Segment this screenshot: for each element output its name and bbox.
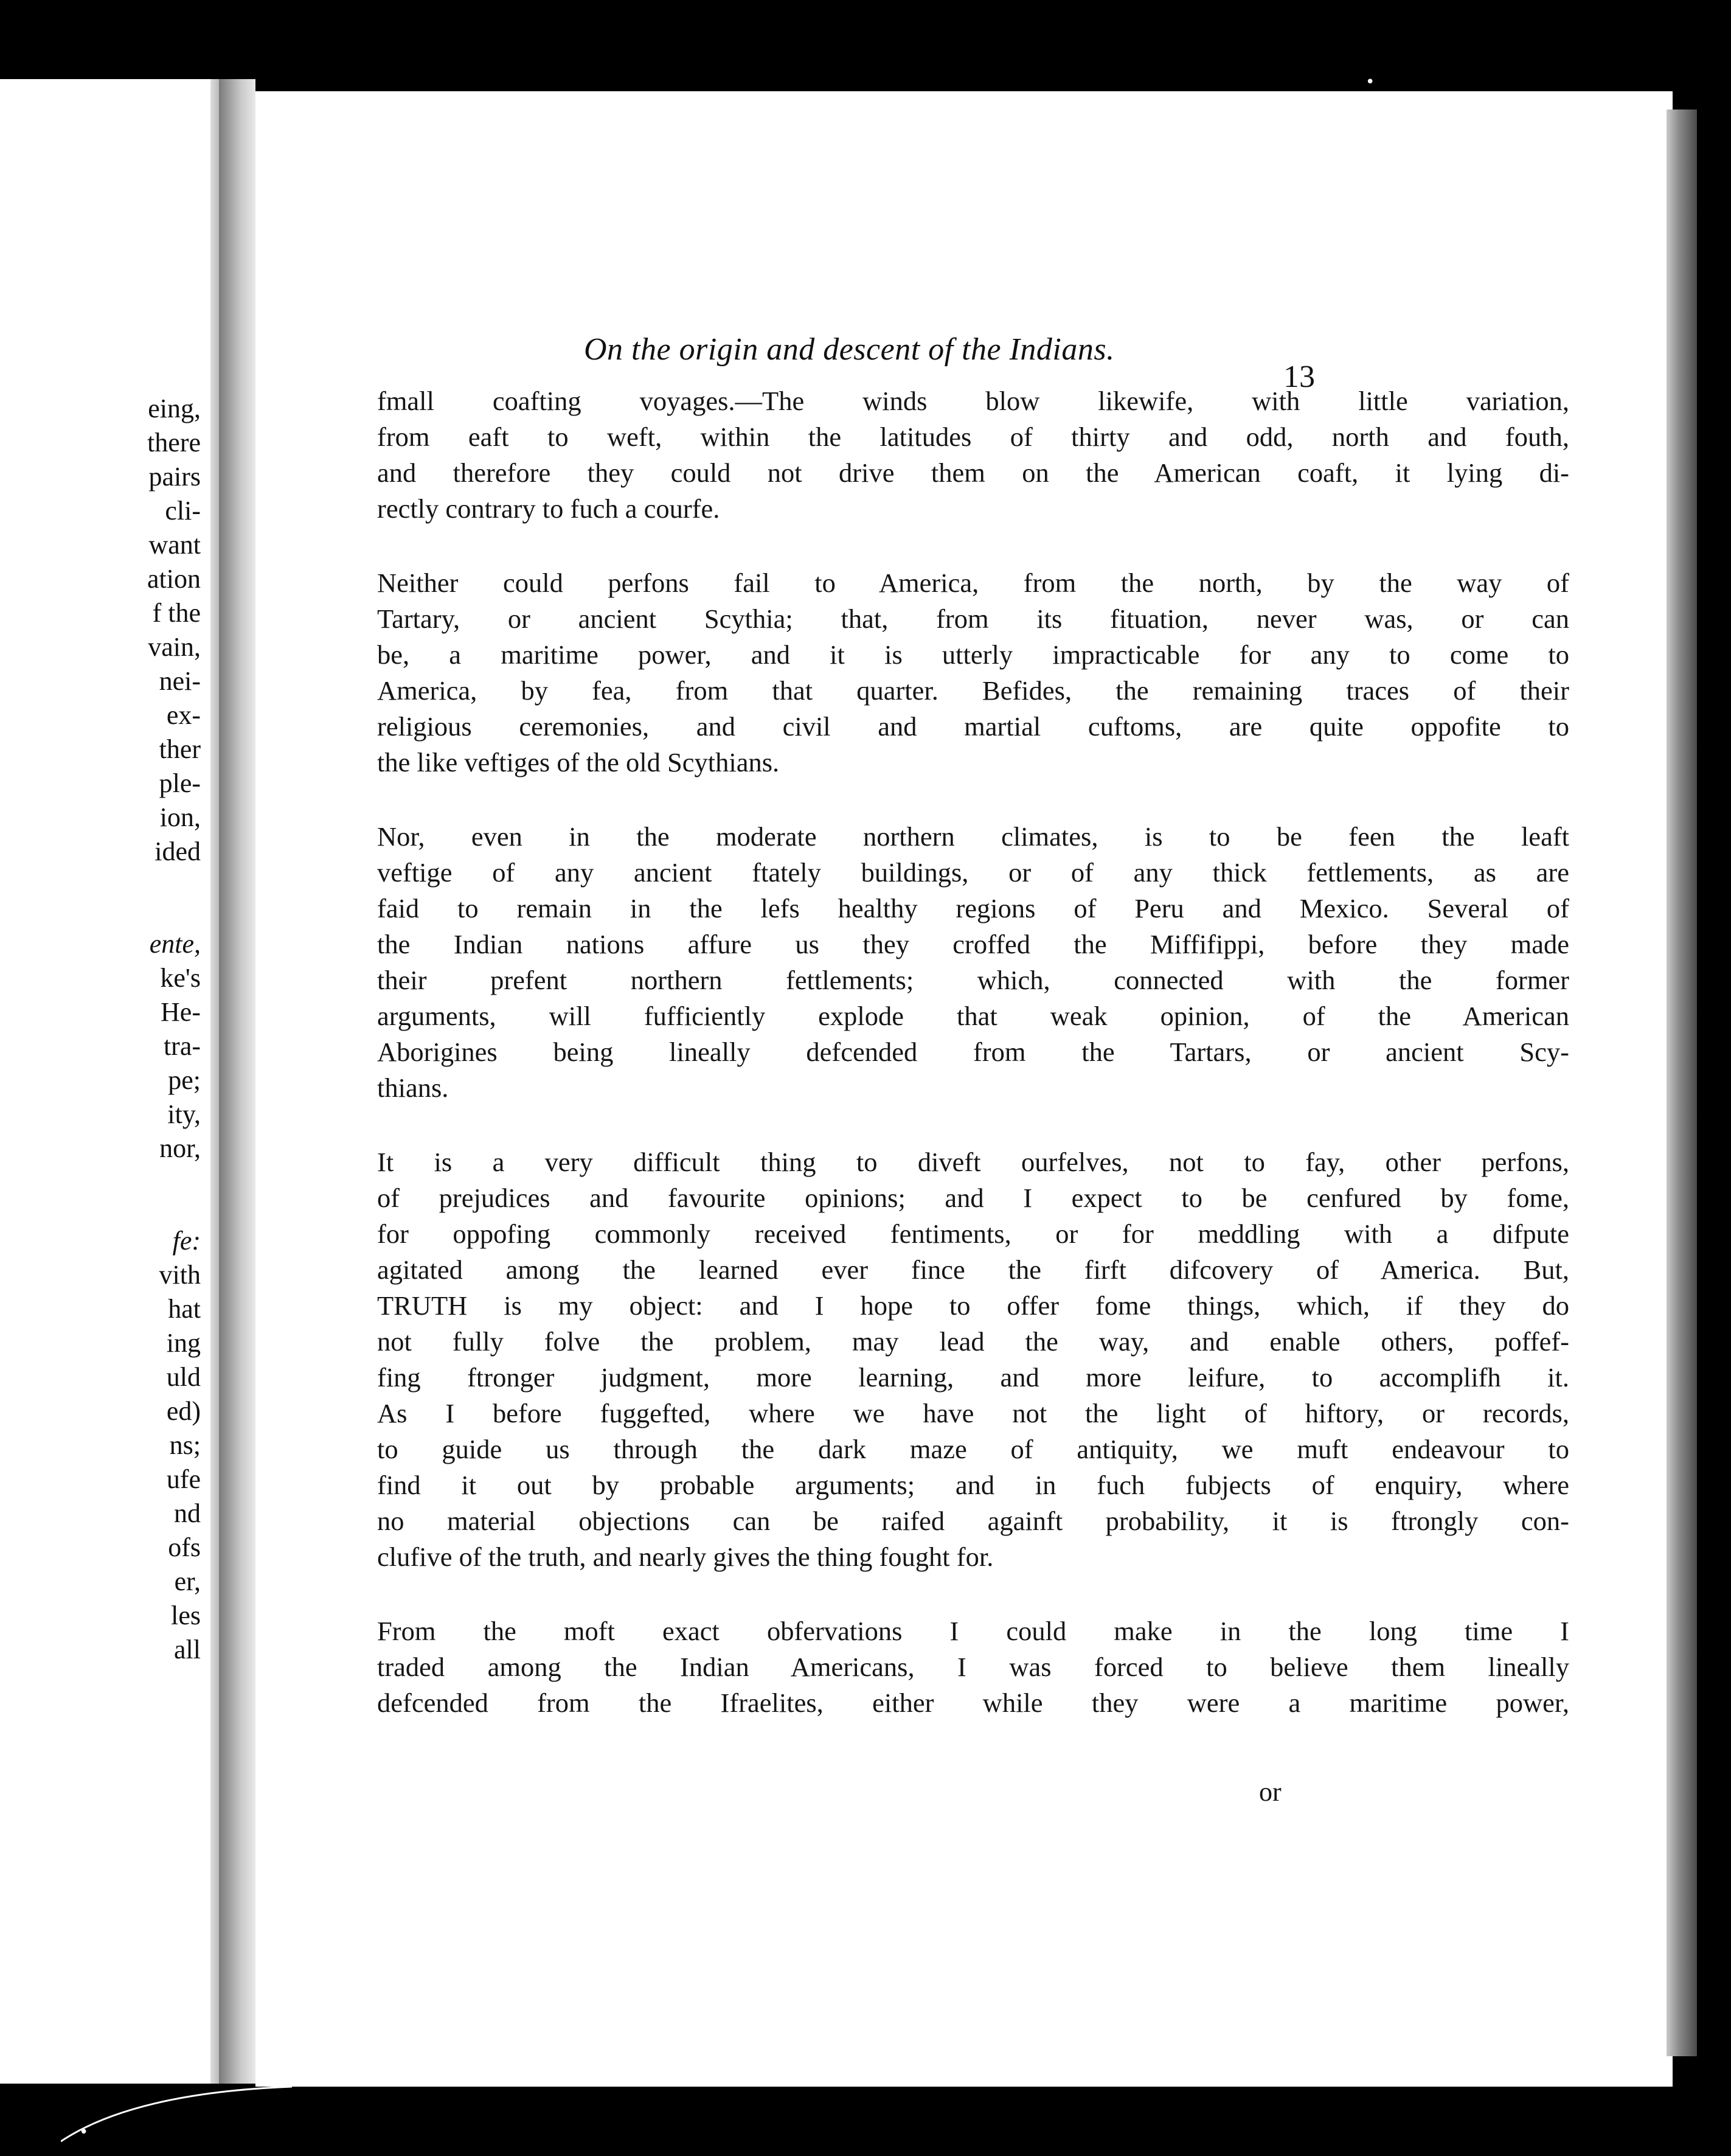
left-page-fragment: nd: [174, 1498, 201, 1528]
left-page-fragment: all: [174, 1635, 201, 1664]
right-page: [255, 91, 1673, 2087]
catchword: or: [1259, 1777, 1282, 1807]
paragraph: [377, 1144, 1569, 1575]
paragraph: [377, 1613, 1569, 1721]
text-line: It is a very difficult thing to diveft ourfelves, not to fay, other perfons,: [377, 1147, 1569, 1177]
text-line: religious ceremonies, and civil and martial cuftoms, are quite oppofite to: [377, 711, 1569, 742]
left-page-fragment: ion,: [159, 802, 201, 832]
left-page-fragment: ofs: [168, 1532, 201, 1562]
text-line: be, a maritime power, and it is utterly impracticable for any to come to: [377, 639, 1569, 670]
left-page-fragment: ente,: [149, 929, 201, 959]
left-page-fragment: f the: [152, 598, 201, 628]
text-line: veftige of any ancient ftately buildings, or of any thick fettlements, as are: [377, 857, 1569, 888]
left-page-fragment: nor,: [159, 1133, 201, 1163]
scan-speck: •: [1365, 73, 1375, 91]
left-page-fragment: vain,: [148, 632, 201, 662]
text-line: TRUTH is my object: and I hope to offer fome things, which, if they do: [377, 1290, 1569, 1321]
left-page-fragment: uld: [166, 1362, 201, 1392]
paragraph: [377, 819, 1569, 1106]
page-edge-shadow: [1667, 110, 1697, 2056]
text-line: Nor, even in the moderate northern climates, is to be feen the leaft: [377, 821, 1569, 852]
text-line: the Indian nations affure us they croffed the Miffifippi, before they made: [377, 929, 1569, 959]
left-page-fragment: ex-: [166, 700, 201, 730]
text-line: From the moft exact obfervations I could make in the long time I: [377, 1616, 1569, 1646]
left-page-fragment: cli-: [165, 496, 201, 526]
left-page-fragment: ke's: [160, 963, 201, 993]
left-page-fragment: vith: [159, 1260, 201, 1290]
left-page-fragment: there: [147, 428, 201, 457]
running-head: On the origin and descent of the Indians.: [584, 332, 1115, 367]
left-facing-page: [0, 79, 219, 2084]
text-line: find it out by probable arguments; and in fuch fubjects of enquiry, where: [377, 1470, 1569, 1500]
text-line: no material objections can be raifed againft probability, it is ftrongly con-: [377, 1506, 1569, 1536]
paragraph: [377, 383, 1569, 527]
left-page-gutter: [210, 79, 219, 2084]
text-line: faid to remain in the lefs healthy regions of Peru and Mexico. Several of: [377, 893, 1569, 923]
text-line: traded among the Indian Americans, I was forced to believe them lineally: [377, 1652, 1569, 1682]
text-line: Aborigines being lineally defcended from the Tartars, or ancient Scy-: [377, 1037, 1569, 1067]
left-page-fragment: ation: [147, 564, 201, 594]
book-spine-shadow: [219, 79, 255, 2084]
text-line: the like veftiges of the old Scythians.: [377, 747, 780, 777]
left-page-fragment: eing,: [148, 394, 201, 423]
left-page-fragment: hat: [168, 1294, 201, 1324]
text-line: thians.: [377, 1073, 449, 1103]
text-line: fmall coafting voyages.—The winds blow likewife, with little variation,: [377, 386, 1569, 416]
text-line: their prefent northern fettlements; which, connected with the former: [377, 965, 1569, 995]
left-page-fragment: nei-: [159, 666, 201, 696]
left-page-fragment: ided: [154, 836, 201, 866]
left-page-fragment: fe:: [172, 1226, 201, 1256]
text-line: defcended from the Ifraelites, either while they were a maritime power,: [377, 1688, 1569, 1718]
left-page-fragment: er,: [174, 1567, 201, 1596]
left-page-fragment: les: [171, 1601, 201, 1630]
left-page-fragment: want: [148, 530, 201, 560]
text-line: Neither could perfons fail to America, from the north, by the way of: [377, 568, 1569, 598]
text-line: for oppofing commonly received fentiments, or for meddling with a difpute: [377, 1219, 1569, 1249]
scan-artifact-curve: [61, 2081, 304, 2147]
text-line: of prejudices and favourite opinions; and I expect to be cenfured by fome,: [377, 1183, 1569, 1213]
left-page-fragment: tra-: [163, 1031, 201, 1061]
text-line: fing ftronger judgment, more learning, and more leifure, to accomplifh it.: [377, 1362, 1569, 1393]
scan-speck: •: [79, 2123, 89, 2141]
left-page-fragment: ther: [159, 734, 201, 764]
left-page-fragment: ing: [166, 1328, 201, 1358]
left-page-fragment: pairs: [148, 462, 201, 492]
text-line: not fully folve the problem, may lead the way, and enable others, poffef-: [377, 1326, 1569, 1357]
text-line: As I before fuggefted, where we have not the light of hiftory, or records,: [377, 1398, 1569, 1428]
text-line: America, by fea, from that quarter. Befides, the remaining traces of their: [377, 675, 1569, 706]
left-page-fragment: ple-: [159, 768, 201, 798]
text-line: Tartary, or ancient Scythia; that, from its fituation, never was, or can: [377, 603, 1569, 634]
left-page-fragment: He-: [161, 997, 201, 1027]
text-line: and therefore they could not drive them on the American coaft, it lying di-: [377, 457, 1569, 488]
left-page-fragment: pe;: [168, 1065, 201, 1095]
text-line: from eaft to weft, within the latitudes of thirty and odd, north and fouth,: [377, 422, 1569, 452]
text-line: clufive of the truth, and nearly gives the thing fought for.: [377, 1542, 994, 1572]
body-text: [377, 383, 1569, 1759]
left-page-fragment: ns;: [169, 1430, 201, 1460]
left-page-fragment: ity,: [167, 1099, 201, 1129]
paragraph: [377, 565, 1569, 781]
text-line: rectly contrary to fuch a courfe.: [377, 493, 720, 524]
text-line: to guide us through the dark maze of antiquity, we muft endeavour to: [377, 1434, 1569, 1464]
text-line: arguments, will fufficiently explode that weak opinion, of the American: [377, 1001, 1569, 1031]
left-page-fragment: ufe: [166, 1464, 201, 1494]
page-number: 13: [1283, 360, 1315, 394]
left-page-fragment: ed): [166, 1396, 201, 1426]
text-line: agitated among the learned ever fince the firft difcovery of America. But,: [377, 1254, 1569, 1285]
